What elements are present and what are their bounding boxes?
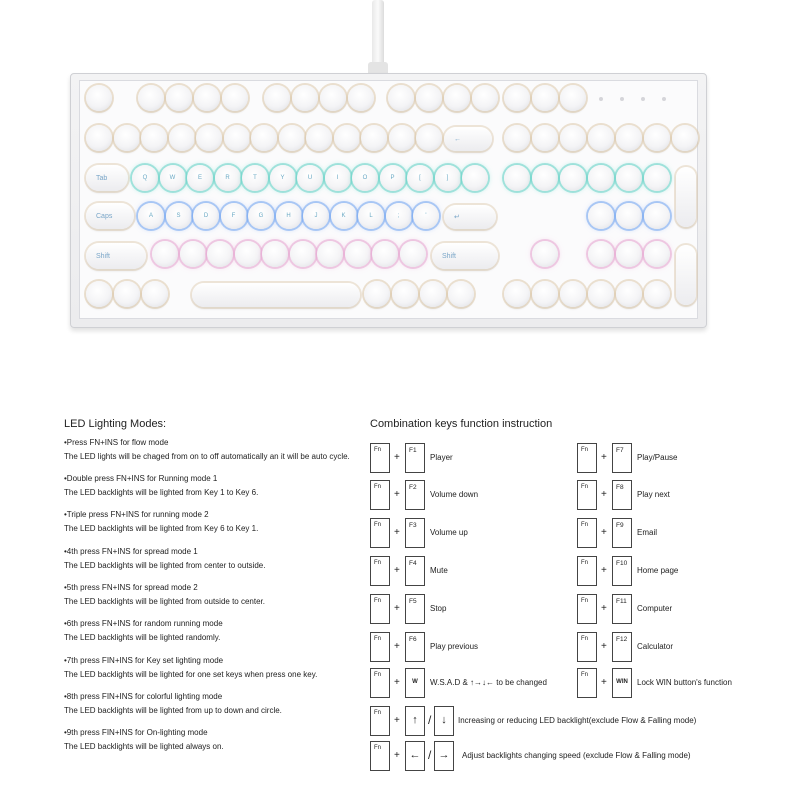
function-key: F7 (612, 443, 632, 473)
fn-key: Fn (370, 741, 390, 771)
modifier-key (364, 281, 390, 307)
combo-label: Stop (430, 604, 447, 613)
combo-label: Play previous (430, 642, 479, 651)
f-key (348, 85, 374, 111)
modifier-key (114, 281, 140, 307)
number-key (251, 125, 277, 151)
spacebar-key (192, 283, 360, 307)
led-mode-description: The LED backlights will be lighted from up to down and circle. (64, 706, 282, 715)
led-mode-heading: •Double press FN+INS for Running mode 1 (64, 474, 218, 483)
function-key: F5 (405, 594, 425, 624)
combo-label: Mute (430, 566, 448, 575)
f-key (166, 85, 192, 111)
letter-key: [ (407, 165, 433, 191)
letter-key: F (221, 203, 247, 229)
letter-key: L (358, 203, 384, 229)
esc-key (86, 85, 112, 111)
f-key (222, 85, 248, 111)
numpad-key (616, 203, 642, 229)
number-key (169, 125, 195, 151)
letter-key: E (187, 165, 213, 191)
number-key (141, 125, 167, 151)
arrow-key: ← (405, 741, 425, 771)
plus-sign: + (394, 715, 400, 726)
letter-key: I (325, 165, 351, 191)
number-key (114, 125, 140, 151)
fn-key: Fn (370, 668, 390, 698)
led-mode-item (64, 436, 384, 464)
numpad-enter-key (676, 245, 696, 305)
numpad-key (616, 125, 642, 151)
keyboard-image (70, 73, 707, 328)
letter-key (262, 241, 288, 267)
fn-key: Fn (370, 556, 390, 586)
function-key: F3 (405, 518, 425, 548)
nav-key (560, 165, 586, 191)
letter-key: Y (270, 165, 296, 191)
modifier-key (420, 281, 446, 307)
numpad-key (588, 203, 614, 229)
letter-key (235, 241, 261, 267)
function-key: F10 (612, 556, 632, 586)
combo-label: Play next (637, 490, 670, 499)
plus-sign: + (394, 565, 400, 576)
led-mode-heading: •7th press FIN+INS for Key set lighting mode (64, 656, 224, 665)
letter-key (152, 241, 178, 267)
arrow-key: ↓ (434, 706, 454, 736)
letter-key: W (160, 165, 186, 191)
numpad-key (644, 125, 670, 151)
f-key (416, 85, 442, 111)
function-key: F6 (405, 632, 425, 662)
fn-key: Fn (577, 594, 597, 624)
fn-key: Fn (370, 518, 390, 548)
plus-sign: + (601, 489, 607, 500)
fn-key: Fn (577, 480, 597, 510)
f-key (320, 85, 346, 111)
led-mode-heading: •Triple press FN+INS for running mode 2 (64, 510, 209, 519)
led-mode-heading: •9th press FIN+INS for On-lighting mode (64, 728, 208, 737)
combo-label: Increasing or reducing LED backlight(exclude Flow & Falling mode) (458, 716, 697, 725)
enter-key: ↵ (444, 205, 496, 229)
letter-key: R (215, 165, 241, 191)
letter-key: H (276, 203, 302, 229)
plus-sign: + (394, 641, 400, 652)
letter-key (317, 241, 343, 267)
indicator-led (620, 97, 624, 101)
function-key: F12 (612, 632, 632, 662)
nav-key (532, 125, 558, 151)
nav-key (560, 125, 586, 151)
indicator-led (641, 97, 645, 101)
numpad-key (616, 165, 642, 191)
led-mode-heading: •Press FN+INS for flow mode (64, 438, 169, 447)
backslash-key (462, 165, 488, 191)
keyboard-plate (79, 80, 698, 319)
letter-key (207, 241, 233, 267)
combo-label: Adjust backlights changing speed (exclude Flow & Falling mode) (462, 751, 691, 760)
numpad-key (588, 125, 614, 151)
combo-label: Computer (637, 604, 673, 613)
plus-sign: + (601, 452, 607, 463)
letter-key: A (138, 203, 164, 229)
combo-label: Lock WIN button's function (637, 678, 732, 687)
letter-key (180, 241, 206, 267)
f-key (264, 85, 290, 111)
f-key (388, 85, 414, 111)
letter-key: P (380, 165, 406, 191)
number-key (361, 125, 387, 151)
backspace-key: ← (444, 127, 492, 151)
f-key (138, 85, 164, 111)
function-key: F4 (405, 556, 425, 586)
indicator-led (599, 97, 603, 101)
letter-key: D (193, 203, 219, 229)
led-mode-description: The LED backlights will be lighted randomly. (64, 633, 221, 642)
combo-label: Volume down (430, 490, 479, 499)
led-mode-description: The LED backlights will be lighted for one set keys when press one key. (64, 670, 318, 679)
modifier-key (448, 281, 474, 307)
combo-label: Email (637, 528, 658, 537)
led-modes-title: LED Lighting Modes: (64, 418, 167, 430)
number-key (389, 125, 415, 151)
modifier-key (392, 281, 418, 307)
number-key (334, 125, 360, 151)
letter-key: ] (435, 165, 461, 191)
numpad-plus-key (676, 167, 696, 227)
letter-key: J (303, 203, 329, 229)
arrow-up-key (532, 241, 558, 267)
nav-key (504, 165, 530, 191)
tab-key: Tab (86, 165, 128, 191)
led-mode-item (64, 508, 384, 536)
combo-label: Volume up (430, 528, 468, 537)
number-key (196, 125, 222, 151)
slash-sign: / (428, 713, 432, 727)
letter-key: S (166, 203, 192, 229)
letter-key (372, 241, 398, 267)
letter-key: T (242, 165, 268, 191)
number-key (416, 125, 442, 151)
function-key: WIN (612, 668, 632, 698)
f-key (292, 85, 318, 111)
fn-key: Fn (370, 443, 390, 473)
modifier-key (86, 281, 112, 307)
nav-key (560, 85, 586, 111)
led-mode-item (64, 472, 384, 500)
led-mode-item (64, 690, 384, 718)
function-key: F2 (405, 480, 425, 510)
arrow-key: → (434, 741, 454, 771)
led-mode-heading: •4th press FN+INS for spread mode 1 (64, 547, 198, 556)
number-key (86, 125, 112, 151)
led-mode-item (64, 654, 384, 682)
letter-key (345, 241, 371, 267)
plus-sign: + (394, 750, 400, 761)
combo-label: Play/Pause (637, 453, 678, 462)
letter-key: Q (132, 165, 158, 191)
modifier-key (142, 281, 168, 307)
led-mode-item (64, 545, 384, 573)
letter-key: ; (386, 203, 412, 229)
led-mode-description: The LED backlights will be lighted from center to outside. (64, 561, 266, 570)
combo-label: Player (430, 453, 453, 462)
plus-sign: + (601, 641, 607, 652)
letter-key: K (331, 203, 357, 229)
letter-key: ' (413, 203, 439, 229)
numpad-key (644, 241, 670, 267)
fn-key: Fn (370, 706, 390, 736)
led-mode-description: The LED backlights will be lighted always on. (64, 742, 224, 751)
plus-sign: + (601, 565, 607, 576)
combo-label: W.S.A.D & ↑→↓← to be changed (430, 678, 547, 687)
led-mode-heading: •6th press FN+INS for random running mode (64, 619, 223, 628)
f-key (194, 85, 220, 111)
fn-key: Fn (577, 556, 597, 586)
fn-key: Fn (370, 480, 390, 510)
nav-key (532, 165, 558, 191)
numpad-key (672, 125, 698, 151)
letter-key: U (297, 165, 323, 191)
fn-key: Fn (577, 518, 597, 548)
fn-key: Fn (370, 594, 390, 624)
letter-key (290, 241, 316, 267)
led-mode-heading: •5th press FN+INS for spread mode 2 (64, 583, 198, 592)
fn-key: Fn (577, 668, 597, 698)
led-mode-description: The LED backlights will be lighted from Key 6 to Key 1. (64, 524, 259, 533)
led-mode-item (64, 617, 384, 645)
number-key (306, 125, 332, 151)
combo-label: Home page (637, 566, 679, 575)
numpad-key (588, 281, 614, 307)
letter-key (400, 241, 426, 267)
led-mode-description: The LED lights will be chaged from on to off automatically an it will be auto cycle. (64, 452, 350, 461)
caps-key: Caps (86, 203, 134, 229)
slash-sign: / (428, 748, 432, 762)
led-mode-item (64, 726, 384, 754)
nav-key (532, 85, 558, 111)
arrow-key (560, 281, 586, 307)
letter-key: O (352, 165, 378, 191)
nav-key (504, 125, 530, 151)
numpad-key (644, 203, 670, 229)
number-key (224, 125, 250, 151)
led-mode-description: The LED backlights will be lighted from Key 1 to Key 6. (64, 488, 259, 497)
function-key: F8 (612, 480, 632, 510)
numpad-key (588, 241, 614, 267)
shift-right-key: Shift (432, 243, 498, 269)
combo-title: Combination keys function instruction (370, 418, 553, 430)
led-mode-description: The LED backlights will be lighted from outside to center. (64, 597, 265, 606)
arrow-key (532, 281, 558, 307)
letter-key: G (248, 203, 274, 229)
function-key: W (405, 668, 425, 698)
numpad-key (616, 241, 642, 267)
plus-sign: + (394, 527, 400, 538)
combo-label: Calculator (637, 642, 674, 651)
fn-key: Fn (577, 443, 597, 473)
plus-sign: + (394, 603, 400, 614)
plus-sign: + (394, 489, 400, 500)
plus-sign: + (394, 452, 400, 463)
led-mode-heading: •8th press FIN+INS for colorful lighting mode (64, 692, 223, 701)
numpad-key (644, 281, 670, 307)
function-key: F1 (405, 443, 425, 473)
nav-key (504, 85, 530, 111)
led-mode-item (64, 581, 384, 609)
fn-key: Fn (370, 632, 390, 662)
shift-left-key: Shift (86, 243, 146, 269)
numpad-key (644, 165, 670, 191)
indicator-led (662, 97, 666, 101)
arrow-key: ↑ (405, 706, 425, 736)
function-key: F9 (612, 518, 632, 548)
plus-sign: + (601, 527, 607, 538)
plus-sign: + (394, 677, 400, 688)
number-key (279, 125, 305, 151)
numpad-key (616, 281, 642, 307)
arrow-key (504, 281, 530, 307)
f-key (444, 85, 470, 111)
numpad-key (588, 165, 614, 191)
function-key: F11 (612, 594, 632, 624)
plus-sign: + (601, 603, 607, 614)
f-key (472, 85, 498, 111)
fn-key: Fn (577, 632, 597, 662)
plus-sign: + (601, 677, 607, 688)
